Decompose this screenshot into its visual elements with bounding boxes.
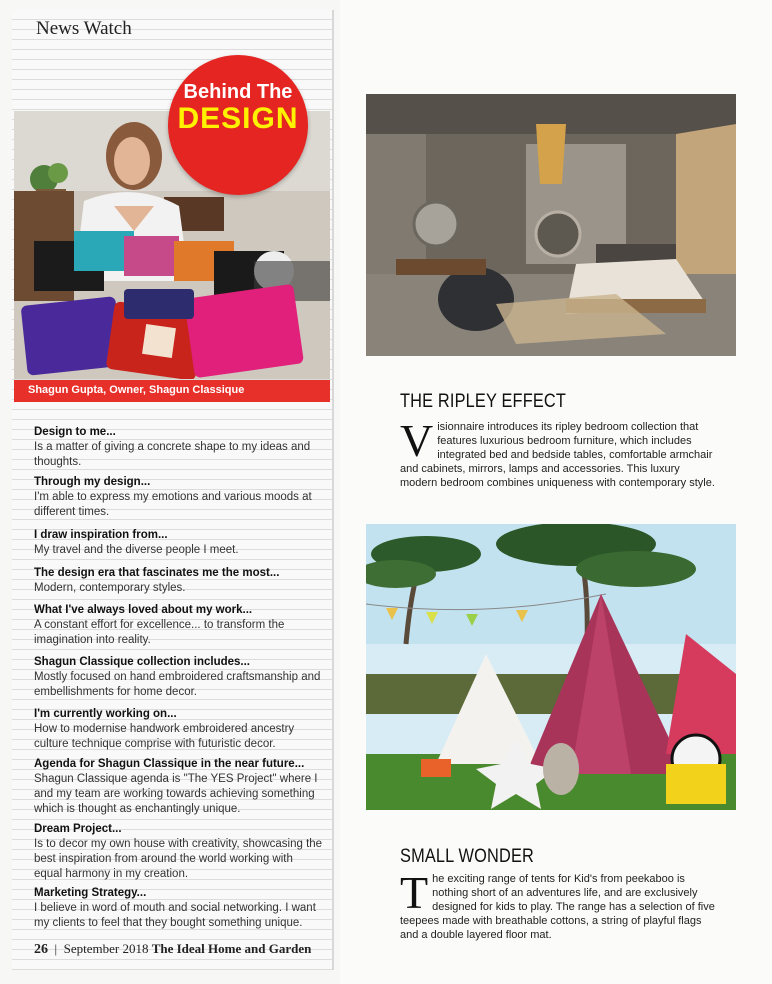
qa-question: I draw inspiration from... (34, 529, 168, 541)
qa-item (34, 528, 324, 558)
qa-question: I'm currently working on... (34, 708, 177, 720)
qa-question: Shagun Classique collection includes... (34, 656, 250, 668)
footer-separator: | (54, 941, 58, 956)
qa-question: Dream Project... (34, 823, 122, 835)
qa-item (34, 757, 324, 817)
section-title: News Watch (36, 18, 132, 39)
qa-answer: Mostly focused on hand embroidered craftsmanship and embellishments for home decor. (34, 671, 321, 698)
page-number: 26 (34, 942, 48, 957)
qa-answer: A constant effort for excellence... to transform the imagination into reality. (34, 619, 285, 646)
qa-answer: I'm able to express my emotions and various moods at different times. (34, 491, 312, 518)
drop-cap: T (400, 867, 429, 918)
qa-question: Through my design... (34, 476, 151, 488)
article-text: isionnaire introduces its ripley bedroom collection that features luxurious bedroom furniture, which includes integrated bed and bedside tables, comfortable armchair and cabinets, mirrors, lamps and accessories. This luxury modern bedroom combines uniqueness with contemporary style. (400, 421, 715, 489)
qa-question: Agenda for Shagun Classique in the near future... (34, 758, 305, 770)
qa-answer: Is to decor my own house with creativity, showcasing the best inspiration from around the world working with equal harmony in my creation. (34, 838, 323, 880)
qa-item (34, 425, 324, 470)
bedroom-photo (366, 94, 736, 356)
drop-cap: V (400, 415, 434, 466)
article-body (400, 867, 720, 942)
qa-item (34, 655, 324, 700)
qa-answer: Is a matter of giving a concrete shape to my ideas and thoughts. (34, 441, 311, 468)
page-footer (34, 941, 311, 958)
qa-answer: My travel and the diverse people I meet. (34, 544, 239, 556)
qa-item (34, 566, 324, 596)
qa-answer: How to modernise handwork embroidered ancestry culture technique comprise with futuristic decor. (34, 723, 295, 750)
qa-item (34, 475, 324, 520)
qa-item (34, 886, 324, 931)
article-title: SMALL WONDER (400, 846, 535, 867)
qa-answer: I believe in word of mouth and social networking. I want my clients to feel that they bought something unique. (34, 902, 316, 929)
qa-question: The design era that fascinates me the most... (34, 567, 280, 579)
qa-question: What I've always loved about my work... (34, 604, 253, 616)
qa-answer: Modern, contemporary styles. (34, 582, 186, 594)
article-body (400, 415, 720, 490)
qa-question: Marketing Strategy... (34, 887, 147, 899)
article-title: THE RIPLEY EFFECT (400, 391, 567, 412)
qa-question: Design to me... (34, 426, 116, 438)
qa-answer: Shagun Classique agenda is "The YES Project" where I and my team are working towards achieving something which is thought as enchantingly unique. (34, 773, 318, 815)
behind-the-design-badge (168, 55, 308, 195)
qa-item (34, 603, 324, 648)
kids-tents-photo (366, 524, 736, 810)
issue-date: September 2018 (63, 941, 149, 956)
portrait-caption: Shagun Gupta, Owner, Shagun Classique (14, 380, 330, 402)
badge-line1: Behind The (183, 81, 293, 103)
qa-item (34, 707, 324, 752)
qa-item (34, 822, 324, 882)
badge-line2: DESIGN (177, 102, 299, 135)
publication-name: The Ideal Home and Garden (151, 941, 312, 956)
article-text: he exciting range of tents for Kid's from peekaboo is nothing short of an adventures life, and are exclusively designed for kids to play. The range has a selection of five teepees made with breathable cottons, a string of playful flags and a double layered floor mat. (400, 873, 715, 941)
